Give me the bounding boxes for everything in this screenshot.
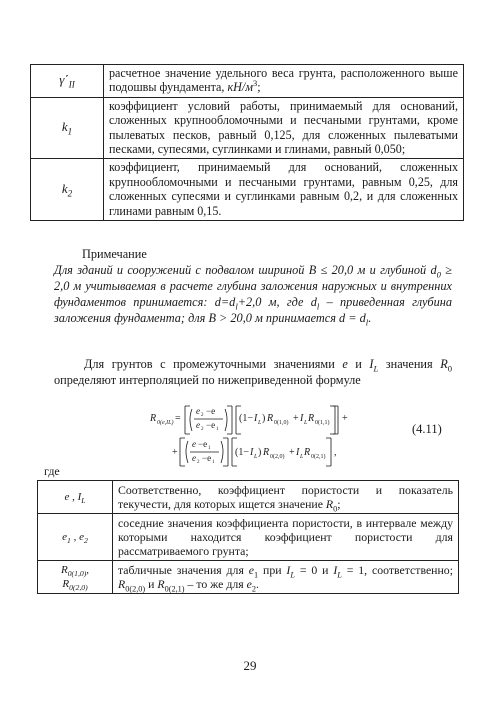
svg-text:,: , bbox=[334, 447, 337, 458]
symbol-cell: $k_2$ bbox=[31, 159, 104, 221]
definition-cell: коэффициент условий работы, принимаемый для оснований, сложенных крупнообломочными и песчаными грунтами, кроме пылеватых песков, равный 0,125, для сложенных пылеватыми песками, супесями, суглинками и глинами, равный 0,050; bbox=[104, 97, 464, 159]
definitions-table-top bbox=[30, 64, 464, 221]
svg-text:L: L bbox=[300, 454, 304, 460]
svg-text:): ) bbox=[258, 447, 262, 458]
svg-text:R: R bbox=[263, 447, 270, 458]
svg-text:0(1,1): 0(1,1) bbox=[315, 420, 330, 426]
definition-cell: коэффициент, принимаемый для оснований, сложенных крупнообломочными и песчаными грунтами, равным 0,25, для сложенных супесями и суглинками равным 0,2, и для сложенных глинами равным 0,15. bbox=[104, 159, 464, 221]
table-row bbox=[31, 65, 464, 98]
svg-text:1: 1 bbox=[208, 446, 211, 451]
svg-text:0(1,0): 0(1,0) bbox=[274, 420, 289, 426]
where-label: где bbox=[44, 464, 60, 478]
svg-text:+: + bbox=[289, 447, 295, 458]
svg-text:I: I bbox=[254, 413, 258, 424]
svg-text:R: R bbox=[267, 413, 274, 424]
symbol-cell: e , $I_L$ bbox=[38, 481, 113, 514]
svg-text:L: L bbox=[254, 454, 258, 460]
symbol-cell: $R_{0(1,0)}$, $R_{0(2,0)}$ bbox=[38, 561, 113, 594]
symbol-cell: $\gamma΄_{II}$ bbox=[31, 65, 104, 98]
svg-text:(1−: (1− bbox=[239, 413, 253, 424]
svg-text:R: R bbox=[304, 447, 311, 458]
svg-text:−e: −e bbox=[202, 453, 212, 463]
svg-text:2: 2 bbox=[201, 427, 204, 432]
definition-cell: Соответственно, коэффициент пористости и показатель текучести, для которых ищется значение $R_0$; bbox=[113, 481, 459, 514]
svg-text:e: e bbox=[192, 453, 196, 463]
table-row bbox=[38, 514, 459, 561]
equation-number: (4.11) bbox=[412, 422, 442, 436]
svg-text:e: e bbox=[196, 420, 200, 430]
note-title: Примечание bbox=[82, 247, 147, 261]
table-row bbox=[31, 159, 464, 221]
svg-text:I: I bbox=[300, 413, 304, 424]
svg-text:+: + bbox=[172, 447, 178, 458]
page-number: 29 bbox=[243, 658, 257, 673]
svg-text:2: 2 bbox=[201, 413, 204, 418]
svg-text:): ) bbox=[262, 413, 266, 424]
svg-text:0(2,1): 0(2,1) bbox=[311, 454, 326, 460]
svg-text:L: L bbox=[304, 420, 308, 426]
svg-text:e: e bbox=[192, 439, 196, 449]
svg-text:R: R bbox=[308, 413, 315, 424]
svg-text:R: R bbox=[150, 413, 157, 424]
svg-text:I: I bbox=[296, 447, 300, 458]
svg-text:−e: −e bbox=[198, 439, 208, 449]
svg-text:−e: −e bbox=[206, 420, 216, 430]
svg-text:2: 2 bbox=[197, 460, 200, 465]
svg-text:+: + bbox=[342, 413, 348, 424]
svg-text:1: 1 bbox=[216, 427, 219, 432]
definition-cell: расчетное значение удельного веса грунта, расположенного выше подошвы фундамента, $кН/м^3$; bbox=[104, 65, 464, 98]
definition-cell: табличные значения для $e_1$ при $I_L = 0$ и $I_L = 1$, соответственно; $R_{0(2,0)}$ и $R_{0(2,1)}$ – то же для $e_2$. bbox=[113, 561, 459, 594]
interpolation-formula bbox=[150, 400, 400, 468]
symbol-cell: $e_1$ , $e_2$ bbox=[38, 514, 113, 561]
svg-text:1: 1 bbox=[212, 460, 215, 465]
interpolation-paragraph: Для грунтов с промежуточными значениями e и $I_L$ значения $R_0$ определяют интерполяцией по нижеприведенной формуле bbox=[54, 357, 453, 387]
svg-text:I: I bbox=[250, 447, 254, 458]
svg-text:e: e bbox=[196, 406, 200, 416]
definitions-table-bottom bbox=[37, 480, 459, 594]
table-row bbox=[38, 481, 459, 514]
svg-text:−e: −e bbox=[206, 406, 216, 416]
svg-text:=: = bbox=[175, 413, 181, 424]
definition-cell: соседние значения коэффициента пористости, в интервале между которыми находится коэффициент пористости для рассматриваемого грунта; bbox=[113, 514, 459, 561]
svg-text:(1−: (1− bbox=[235, 447, 249, 458]
note-body: Для зданий и сооружений с подвалом шириной B ≤ 20,0 м и глубиной $d_0 \ge 2,0$ м учитываемая в расчете глубина заложения наружных и внутренних фундаментов принимается: $d=d_l+2,0$ м, где $d_l$ – приведенная глубина заложения фундамента; для B > 20,0 м принимается $d = d_l$. bbox=[54, 263, 453, 328]
table-row bbox=[38, 561, 459, 594]
symbol-cell: $k_1$ bbox=[31, 97, 104, 159]
svg-text:L: L bbox=[258, 420, 262, 426]
table-row bbox=[31, 97, 464, 159]
svg-text:0(2,0): 0(2,0) bbox=[270, 454, 285, 460]
svg-text:+: + bbox=[293, 413, 299, 424]
svg-text:0(e,IL): 0(e,IL) bbox=[157, 420, 174, 426]
